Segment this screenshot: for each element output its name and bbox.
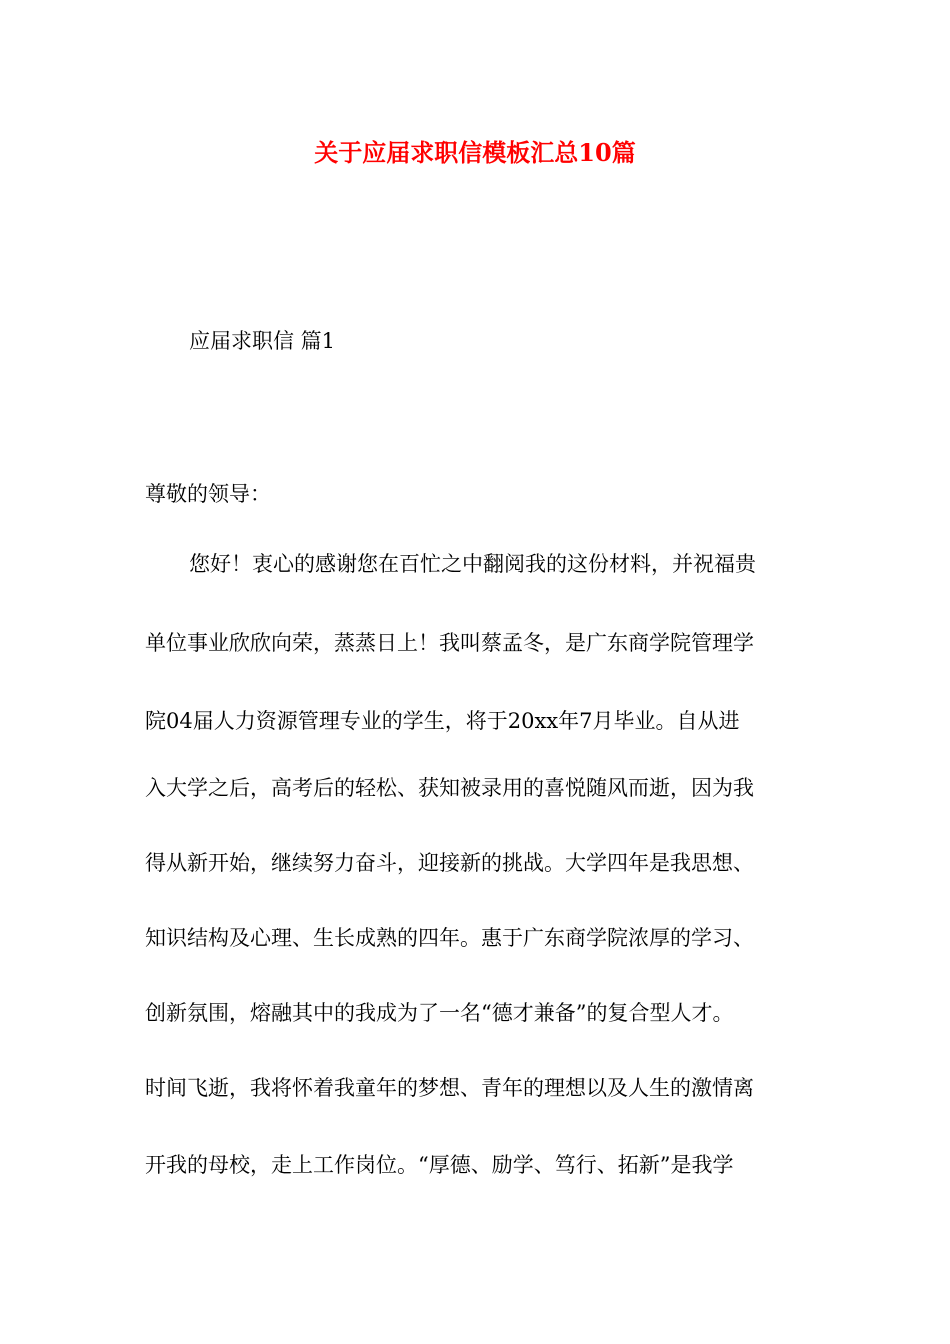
body-line: 知识结构及心理、生长成熟的四年。惠于广东商学院浓厚的学习、 bbox=[145, 926, 754, 950]
body-line: 得从新开始，继续努力奋斗，迎接新的挑战。大学四年是我思想、 bbox=[145, 851, 754, 875]
body-line: 单位事业欣欣向荣，蒸蒸日上！我叫蔡孟冬，是广东商学院管理学 bbox=[145, 631, 754, 655]
body-line: 入大学之后，高考后的轻松、获知被录用的喜悦随风而逝，因为我 bbox=[145, 776, 754, 800]
body-line: 院04届人力资源管理专业的学生，将于20xx年7月毕业。自从进 bbox=[145, 709, 740, 733]
salutation: 尊敬的领导： bbox=[145, 482, 271, 506]
body-line: 创新氛围，熔融其中的我成为了一名“德才兼备”的复合型人才。 bbox=[145, 1001, 734, 1025]
section-heading: 应届求职信 篇1 bbox=[189, 329, 336, 353]
body-line: 您好！衷心的感谢您在百忙之中翻阅我的这份材料，并祝福贵 bbox=[189, 552, 756, 576]
body-line: 时间飞逝，我将怀着我童年的梦想、青年的理想以及人生的激情离 bbox=[145, 1076, 754, 1100]
document-title: 关于应届求职信模板汇总10篇 bbox=[314, 138, 636, 167]
body-line: 开我的母校，走上工作岗位。“厚德、励学、笃行、拓新”是我学 bbox=[145, 1153, 734, 1177]
